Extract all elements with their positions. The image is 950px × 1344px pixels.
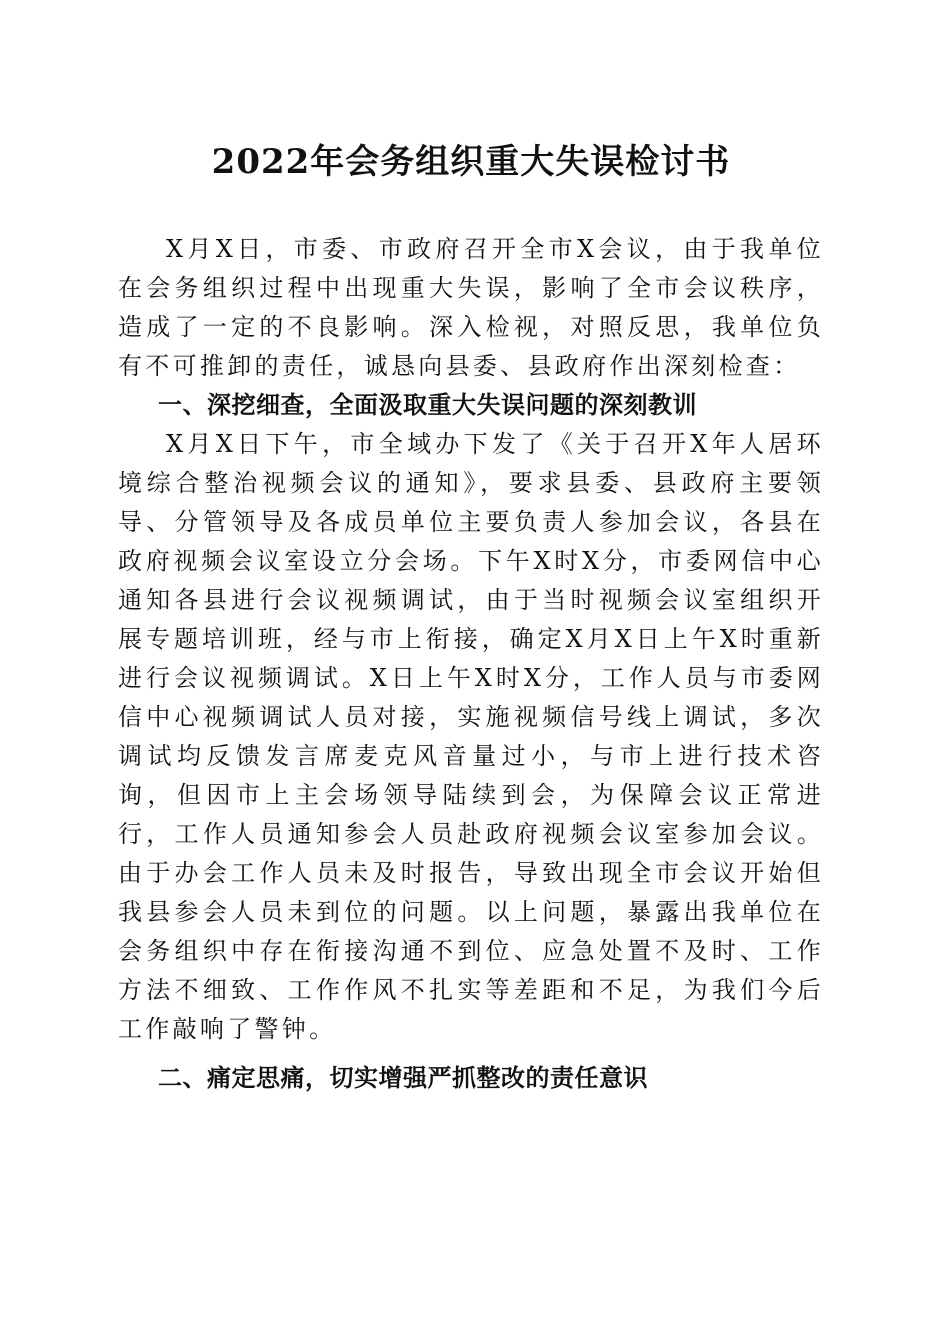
- section-1-paragraph: X月X日下午，市全域办下发了《关于召开X年人居环境综合整治视频会议的通知》，要求县委、县政府主要领导、分管领导及各成员单位主要负责人参加会议，各县在政府视频会议室设立分会场。下午X时X分，市委网信中心通知各县进行会议视频调试，由于当时视频会议室组织开展专题培训班，经与市上衔接，确定X月X日上午X时重新进行会议视频调试。X日上午X时X分，工作人员与市委网信中心视频调试人员对接，实施视频信号线上调试，多次调试均反馈发言席麦克风音量过小，与市上进行技术咨询，但因市上主会场领导陆续到会，为保障会议正常进行，工作人员通知参会人员赴政府视频会议室参加会议。由于办会工作人员未及时报告，导致出现全市会议开始但我县参会人员未到位的问题。以上问题，暴露出我单位在会务组织中存在衔接沟通不到位、应急处置不及时、工作方法不细致、工作作风不扎实等差距和不足，为我们今后工作敲响了警钟。: [118, 430, 824, 1043]
- document-title: 2022年会务组织重大失误检讨书: [211, 142, 731, 182]
- section-2-heading: 二、痛定思痛，切实增强严抓整改的责任意识: [158, 1064, 648, 1092]
- intro-paragraph: X月X日，市委、市政府召开全市X会议，由于我单位在会务组织过程中出现重大失误，影响了全市会议秩序，造成了一定的不良影响。深入检视，对照反思，我单位负有不可推卸的责任，诚恳向县委、县政府作出深刻检查：: [118, 235, 824, 380]
- section-1-heading: 一、深挖细查，全面汲取重大失误问题的深刻教训: [158, 391, 697, 419]
